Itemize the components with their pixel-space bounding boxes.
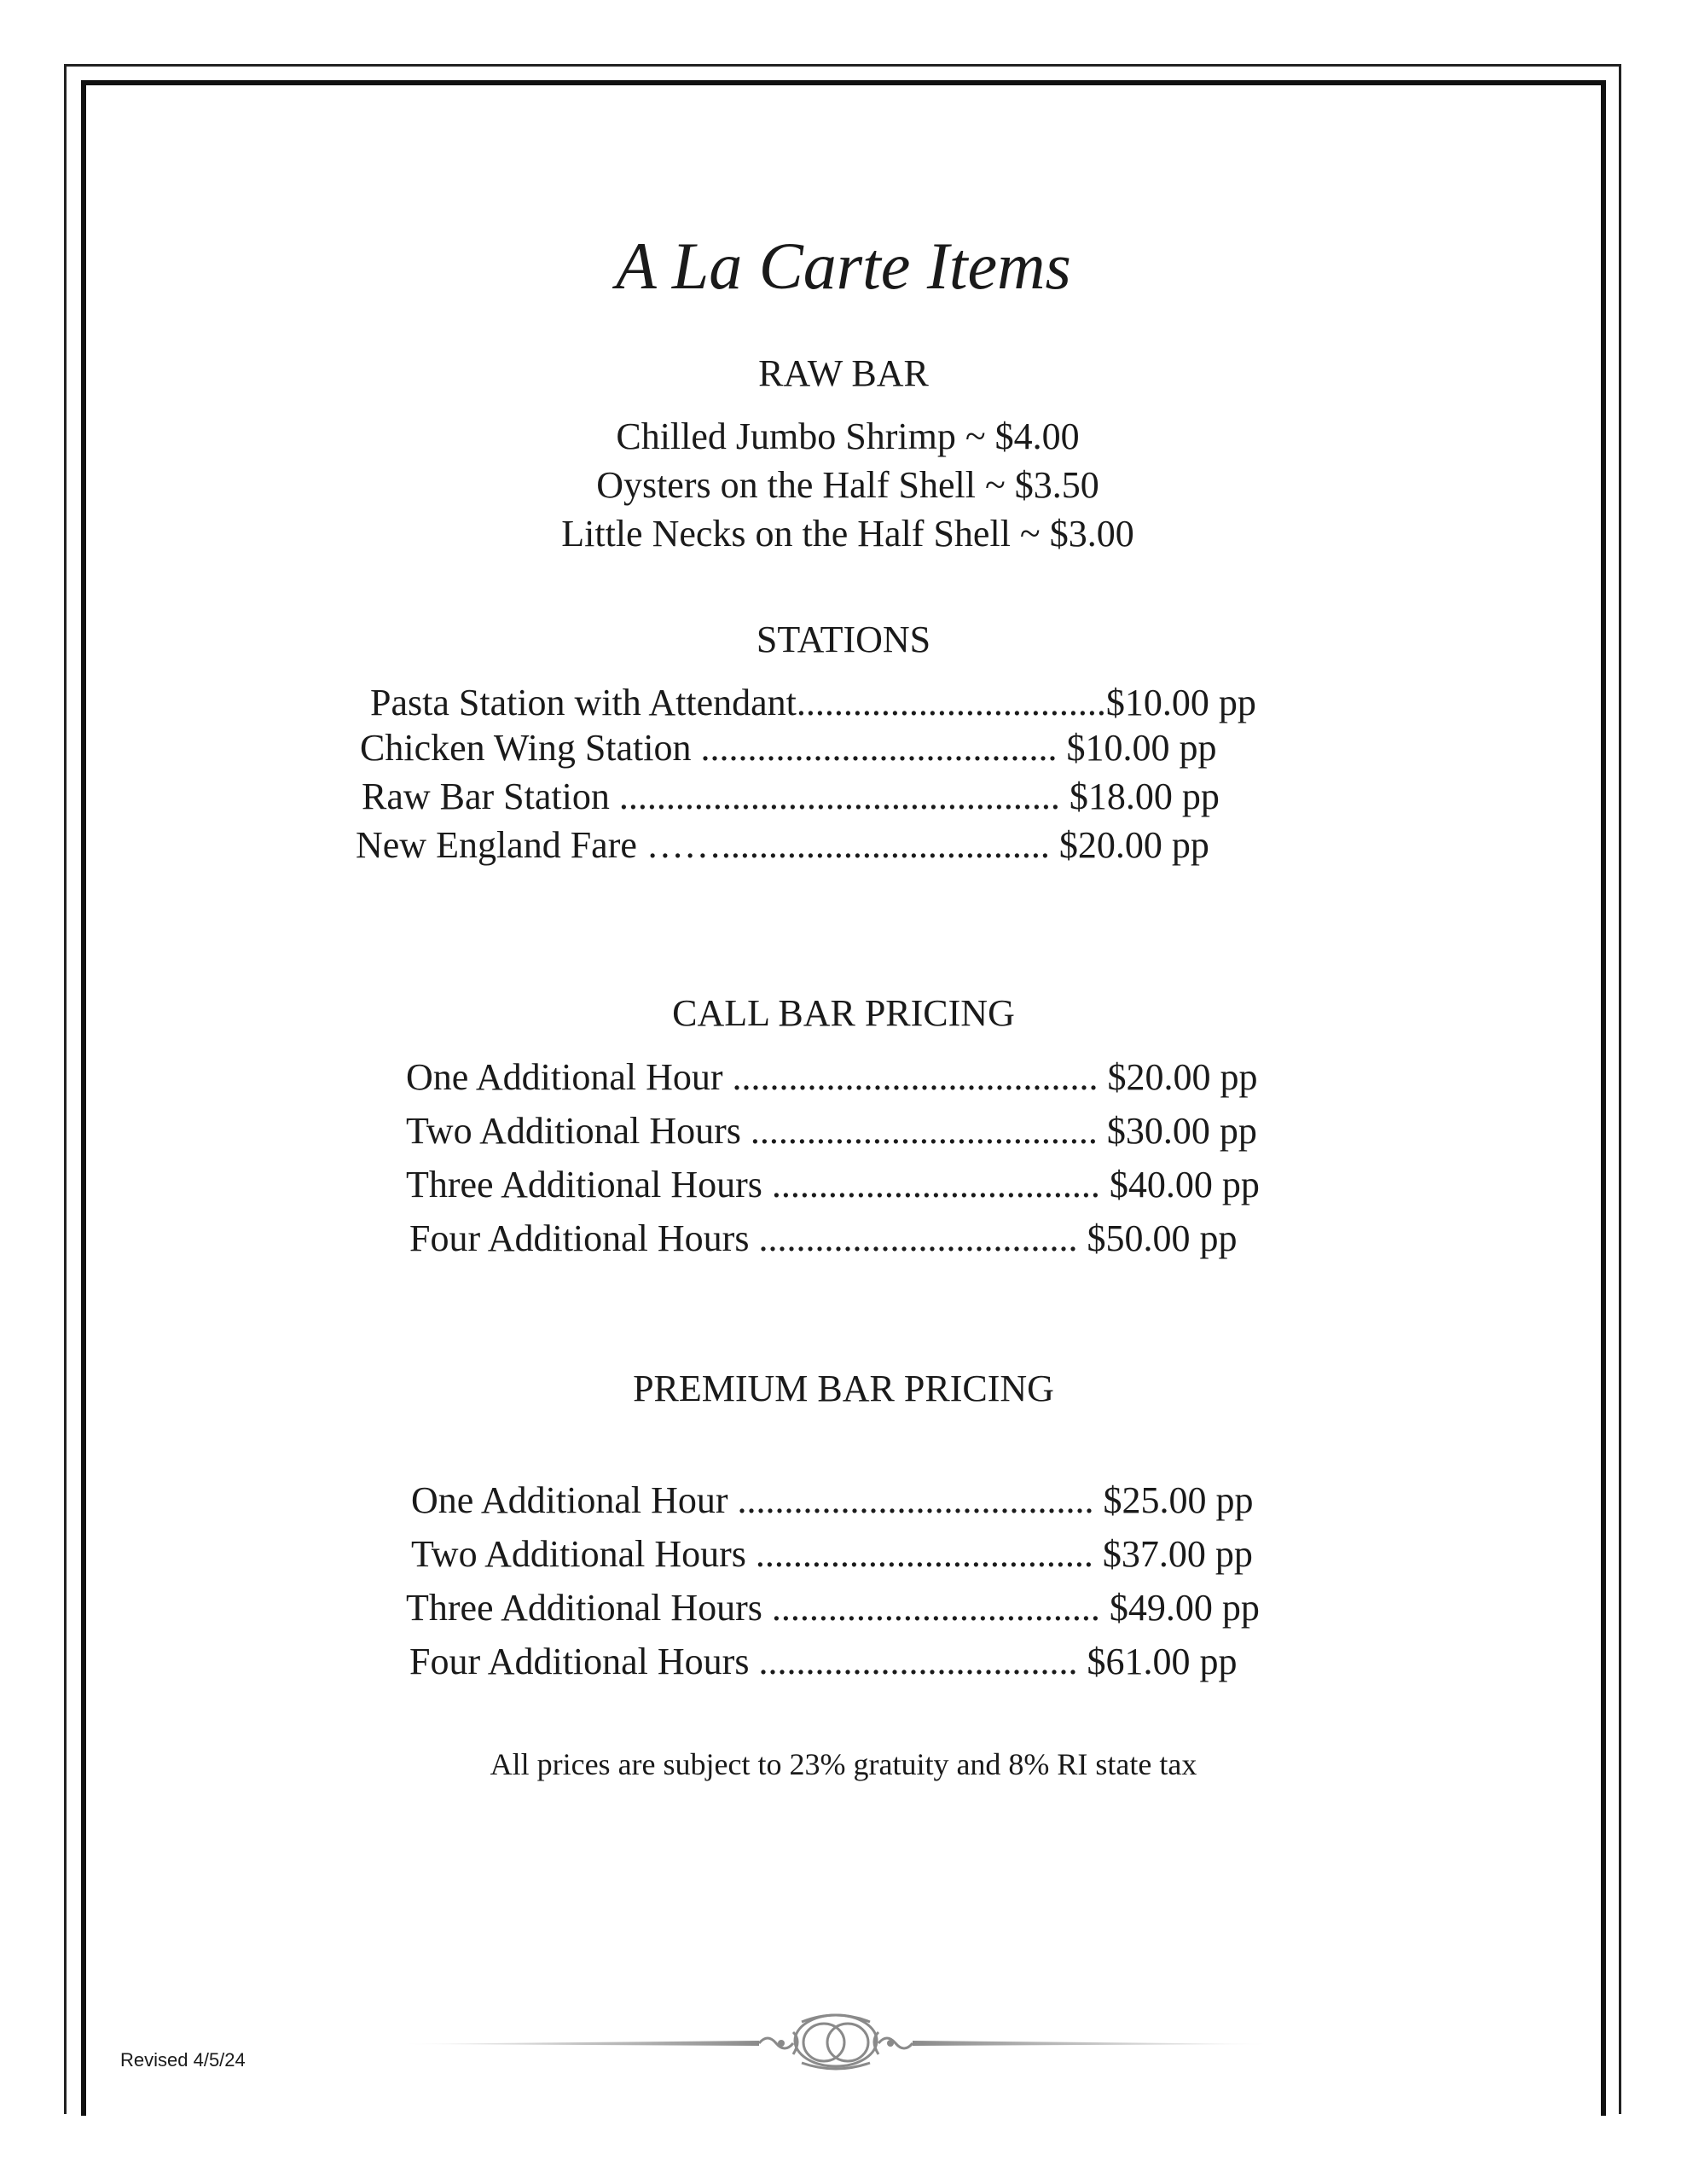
premium-bar-item-one-hour: One Additional Hour ...................................... $25.00 pp <box>411 1479 1254 1521</box>
raw-bar-heading: RAW BAR <box>758 352 929 394</box>
ornament-divider-icon <box>401 1988 1271 2073</box>
gratuity-tax-note: All prices are subject to 23% gratuity and 8% RI state tax <box>490 1747 1197 1781</box>
revised-date: Revised 4/5/24 <box>120 2049 246 2071</box>
raw-bar-item-little-necks: Little Necks on the Half Shell ~ $3.00 <box>561 513 1134 555</box>
call-bar-item-two-hours: Two Additional Hours ..................................... $30.00 pp <box>406 1110 1257 1152</box>
premium-bar-heading: PREMIUM BAR PRICING <box>633 1368 1054 1409</box>
premium-bar-item-two-hours: Two Additional Hours .................................... $37.00 pp <box>411 1533 1253 1575</box>
call-bar-item-one-hour: One Additional Hour ....................................... $20.00 pp <box>406 1056 1258 1098</box>
call-bar-heading: CALL BAR PRICING <box>672 992 1015 1034</box>
premium-bar-item-three-hours: Three Additional Hours ................................... $49.00 pp <box>406 1587 1260 1629</box>
station-item-new-england: New England Fare ……................................... $20.00 pp <box>356 824 1209 866</box>
station-item-chicken-wing: Chicken Wing Station ...................................... $10.00 pp <box>360 727 1217 769</box>
raw-bar-item-oysters: Oysters on the Half Shell ~ $3.50 <box>596 464 1099 506</box>
raw-bar-item-shrimp: Chilled Jumbo Shrimp ~ $4.00 <box>616 415 1080 457</box>
page-title: A La Carte Items <box>616 229 1071 303</box>
call-bar-item-four-hours: Four Additional Hours .................................. $50.00 pp <box>409 1217 1238 1259</box>
station-item-raw-bar: Raw Bar Station ............................................... $18.00 pp <box>362 775 1220 817</box>
premium-bar-item-four-hours: Four Additional Hours .................................. $61.00 pp <box>409 1641 1238 1682</box>
station-item-pasta: Pasta Station with Attendant.................................$10.00 pp <box>370 682 1256 723</box>
stations-heading: STATIONS <box>756 619 931 660</box>
call-bar-item-three-hours: Three Additional Hours ................................... $40.00 pp <box>406 1164 1260 1205</box>
